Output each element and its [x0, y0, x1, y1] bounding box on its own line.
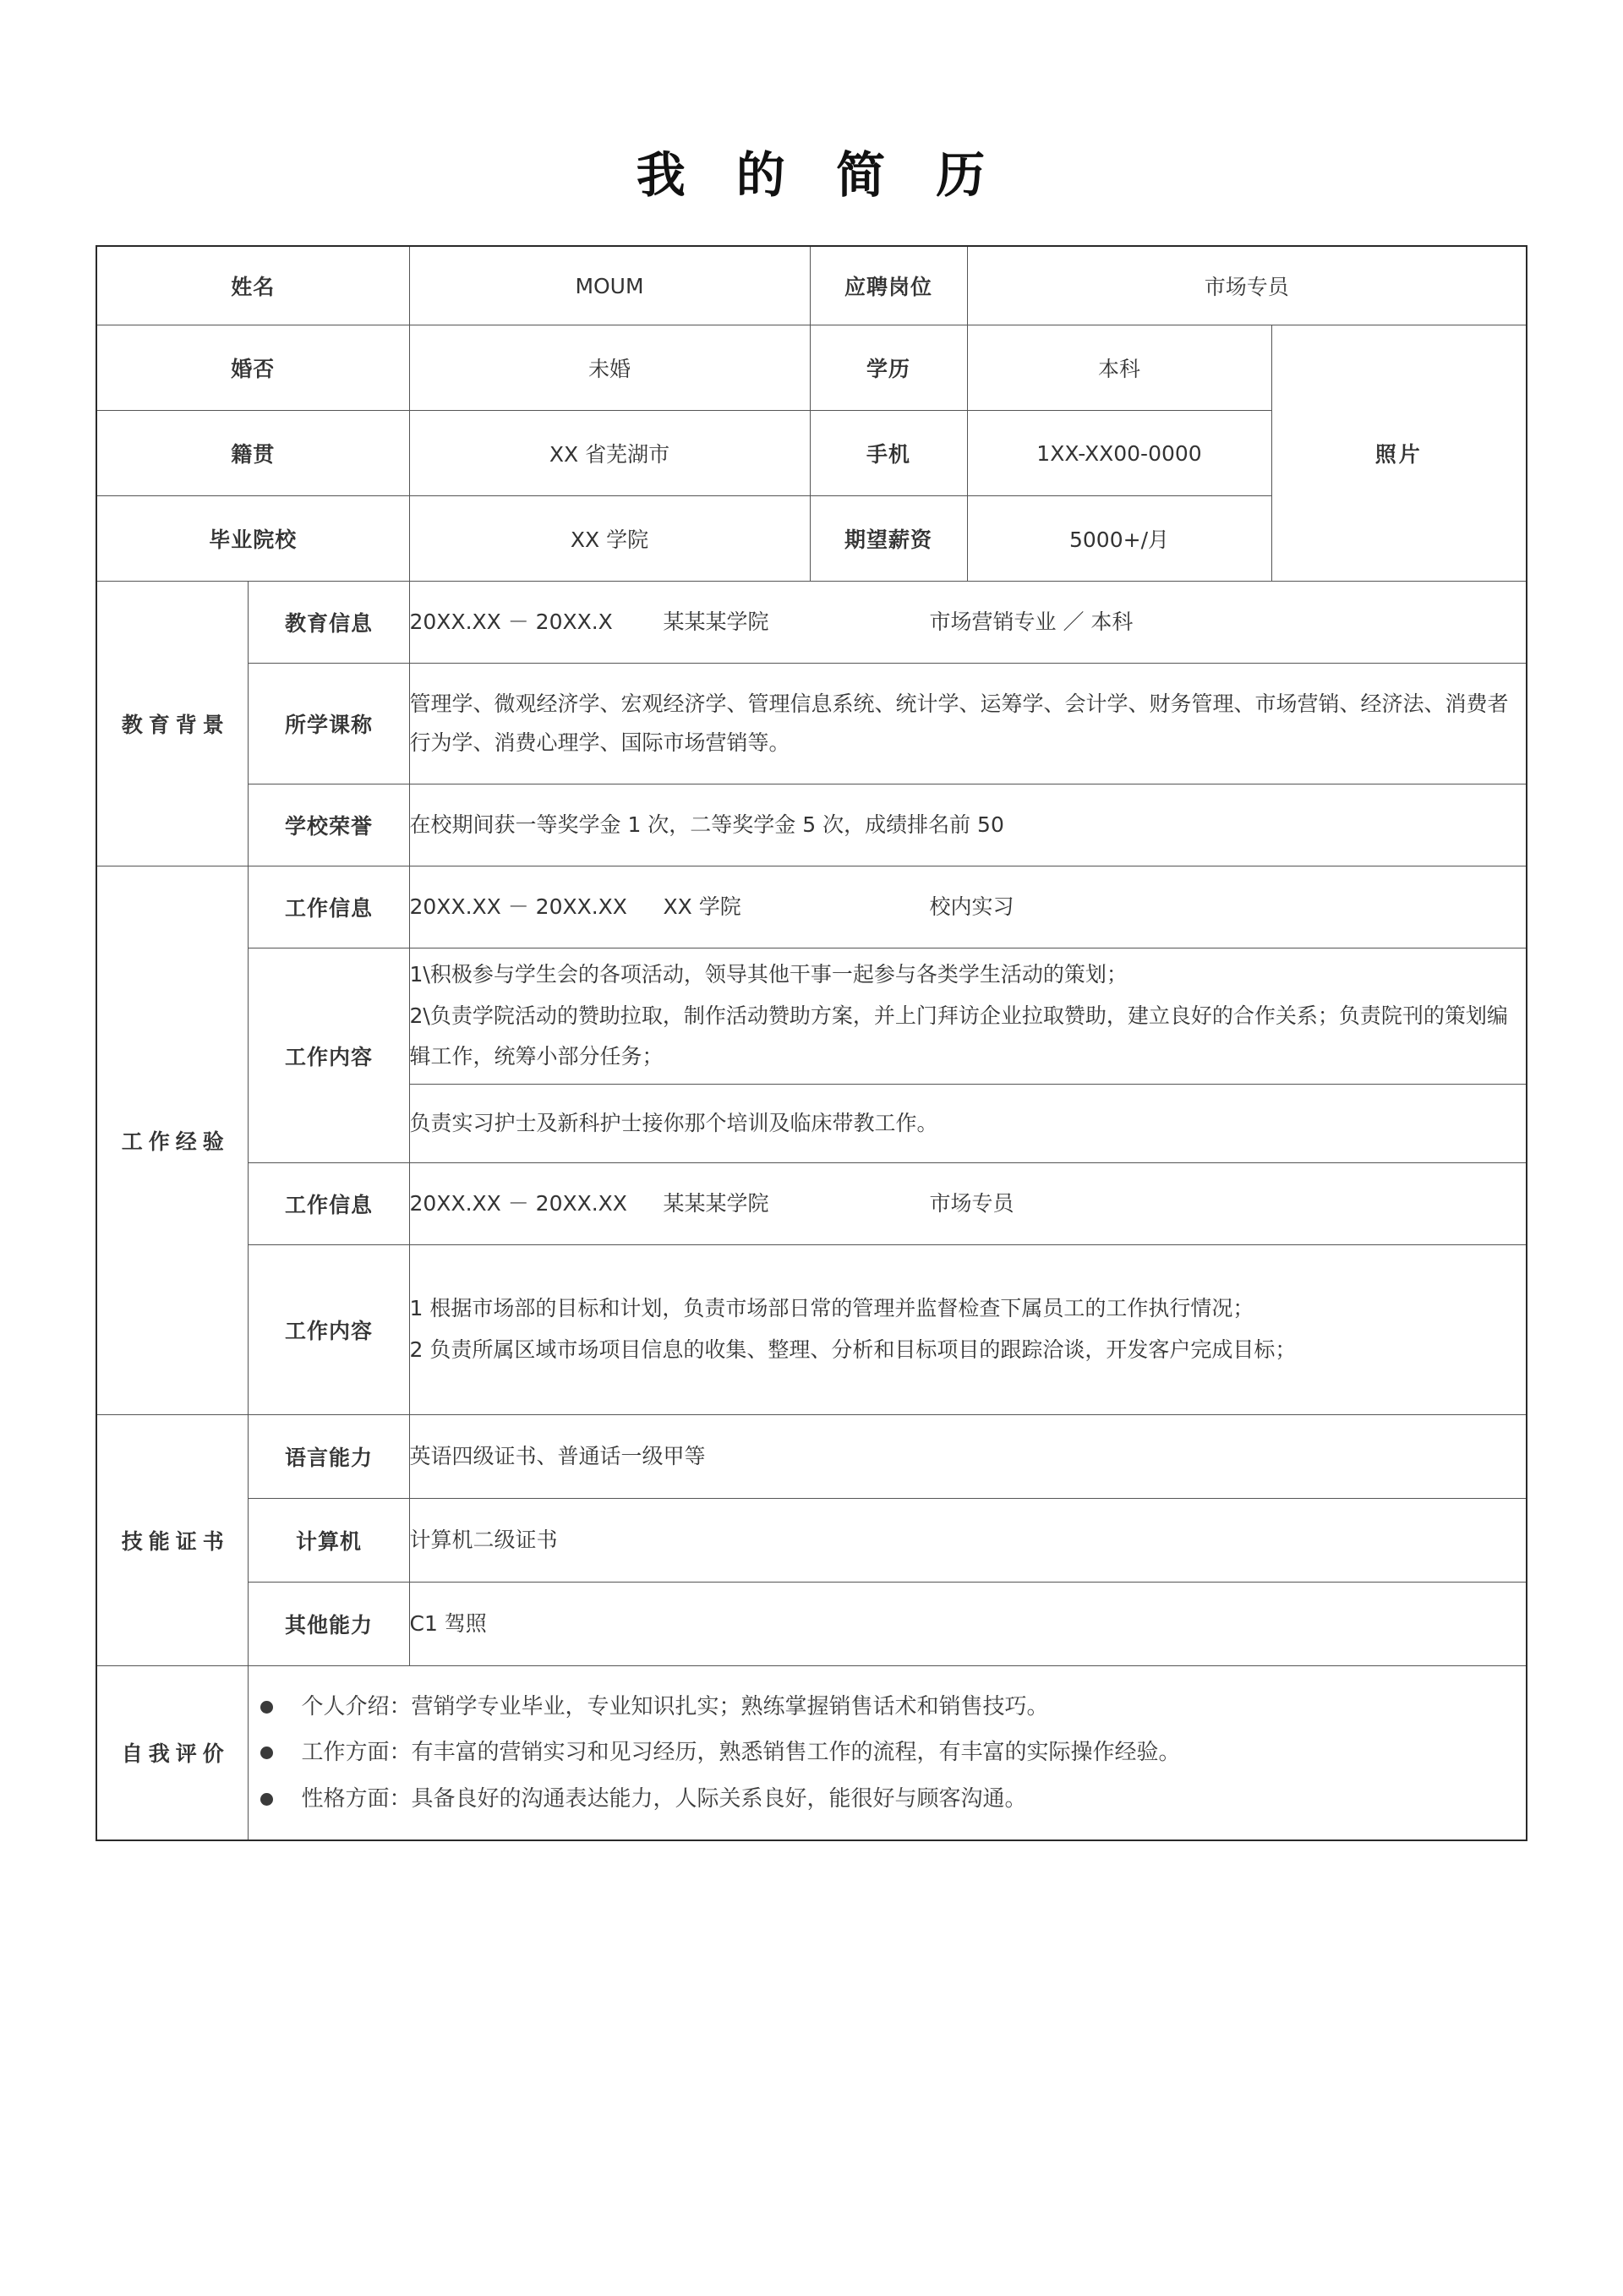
list-item-text: 工作方面：有丰富的营销实习和见习经历，熟悉销售工作的流程，有丰富的实际操作经验。: [301, 1740, 1181, 1766]
self-evaluation-list: [249, 1666, 1526, 1840]
table-row-education-info: [96, 582, 1527, 664]
label-honors: 学校荣誉: [249, 784, 409, 866]
label-salary: 期望薪资: [810, 496, 967, 582]
job1-content-line1: 1\积极参与学生会的各项活动，领导其他干事一起参与各类学生活动的策划；: [409, 961, 1128, 987]
value-other-skill: C1 驾照: [409, 1583, 1527, 1666]
list-item: [249, 1690, 1526, 1724]
label-name: 姓名: [96, 246, 409, 325]
education-date: 20XX.XX － 20XX.X: [409, 609, 613, 634]
value-honors: 在校期间获一等奖学金 1 次，二等奖学金 5 次，成绩排名前 50: [409, 784, 1527, 866]
list-item: [249, 1782, 1526, 1816]
section-label-work-experience: 工作经验: [96, 866, 249, 1415]
self-evaluation-content: [249, 1666, 1527, 1840]
label-computer: 计算机: [249, 1499, 409, 1583]
label-language: 语言能力: [249, 1415, 409, 1499]
label-job1-info: 工作信息: [249, 866, 409, 948]
table-row-other-skill: [96, 1583, 1527, 1666]
section-label-education-background: 教育背景: [96, 582, 249, 866]
table-row-language: [96, 1415, 1527, 1499]
bullet-icon: [260, 1747, 273, 1759]
table-row-job1-content: [96, 948, 1527, 1085]
label-marital: 婚否: [96, 325, 409, 411]
label-position: 应聘岗位: [810, 246, 967, 325]
label-job1-content: 工作内容: [249, 948, 409, 1163]
job2-role: 市场专员: [929, 1190, 1014, 1216]
table-row-computer: [96, 1499, 1527, 1583]
value-salary: 5000+/月: [967, 496, 1271, 582]
section-label-self-evaluation: 自我评价: [96, 1666, 249, 1840]
table-row-courses: [96, 664, 1527, 784]
label-other-skill: 其他能力: [249, 1583, 409, 1666]
value-courses: 管理学、微观经济学、宏观经济学、管理信息系统、统计学、运筹学、会计学、财务管理、市场营销、经济法、消费者行为学、消费心理学、国际市场营销等。: [409, 664, 1527, 784]
bullet-icon: [260, 1701, 273, 1714]
job2-content-line1: 1 根据市场部的目标和计划，负责市场部日常的管理并监督检查下属员工的工作执行情况；: [409, 1296, 1254, 1321]
label-school: 毕业院校: [96, 496, 409, 582]
table-row-self-evaluation: [96, 1666, 1527, 1840]
table-row-name: [96, 246, 1527, 325]
resume-table: [96, 245, 1527, 1841]
education-major: 市场营销专业 ／ 本科: [929, 609, 1134, 634]
photo-placeholder: 照片: [1271, 325, 1527, 582]
section-label-skills: 技能证书: [96, 1415, 249, 1666]
bullet-icon: [260, 1793, 273, 1806]
table-row-job2-content: [96, 1245, 1527, 1415]
job1-company: XX 学院: [663, 894, 741, 919]
value-position: 市场专员: [967, 246, 1527, 325]
value-job2-content: [409, 1245, 1527, 1415]
label-education-info: 教育信息: [249, 582, 409, 664]
value-hometown: XX 省芜湖市: [409, 411, 810, 496]
job1-content-line2: 2\负责学院活动的赞助拉取，制作活动赞助方案，并上门拜访企业拉取赞助，建立良好的合作关系；负责院刊的策划编辑工作，统筹小部分任务；: [409, 1003, 1508, 1069]
label-job2-content: 工作内容: [249, 1245, 409, 1415]
job2-company: 某某某学院: [663, 1190, 769, 1216]
job1-date: 20XX.XX － 20XX.XX: [409, 894, 627, 919]
label-hometown: 籍贯: [96, 411, 409, 496]
label-education: 学历: [810, 325, 967, 411]
value-school: XX 学院: [409, 496, 810, 582]
education-school: 某某某学院: [663, 609, 769, 634]
job2-content-line2: 2 负责所属区域市场项目信息的收集、整理、分析和目标项目的跟踪洽谈，开发客户完成目标；: [409, 1337, 1297, 1362]
value-phone: 1XX-XX00-0000: [967, 411, 1271, 496]
value-job1-content: [409, 948, 1527, 1085]
table-row-job2-info: [96, 1163, 1527, 1245]
list-item-text: 性格方面：具备良好的沟通表达能力，人际关系良好，能很好与顾客沟通。: [301, 1785, 1027, 1812]
value-computer: 计算机二级证书: [409, 1499, 1527, 1583]
value-name: MOUM: [409, 246, 810, 325]
label-job2-info: 工作信息: [249, 1163, 409, 1245]
list-item: [249, 1736, 1526, 1769]
value-job2-info: [409, 1163, 1527, 1245]
value-job1-info: [409, 866, 1527, 948]
job1-role: 校内实习: [929, 894, 1014, 919]
page-title: 我 的 简 历: [636, 146, 1003, 204]
table-row-honors: [96, 784, 1527, 866]
job2-date: 20XX.XX － 20XX.XX: [409, 1190, 627, 1216]
value-education-info: [409, 582, 1527, 664]
list-item-text: 个人介绍：营销学专业毕业，专业知识扎实；熟练掌握销售话术和销售技巧。: [301, 1694, 1049, 1719]
label-phone: 手机: [810, 411, 967, 496]
value-education: 本科: [967, 325, 1271, 411]
label-courses: 所学课称: [249, 664, 409, 784]
value-marital: 未婚: [409, 325, 810, 411]
table-row-marital: [96, 325, 1527, 411]
value-job1-content-extra: 负责实习护士及新科护士接你那个培训及临床带教工作。: [409, 1085, 1527, 1163]
value-language: 英语四级证书、普通话一级甲等: [409, 1415, 1527, 1499]
table-row-job1-info: [96, 866, 1527, 948]
